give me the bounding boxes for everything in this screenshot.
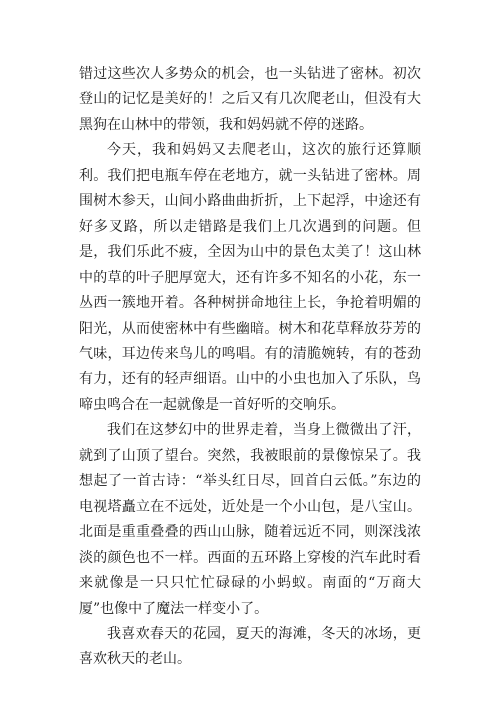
paragraph-4: 我喜欢春天的花园，夏天的海滩，冬天的冰场，更喜欢秋天的老山。: [79, 625, 421, 668]
paragraph-1: 错过这些次人多势众的机会，也一头钻进了密林。初次登山的记忆是美好的！之后又有几次爬老山，但没有大黑狗在山林中的带领，我和妈妈就不停的迷路。: [79, 66, 421, 133]
paragraph-2: 今天，我和妈妈又去爬老山，这次的旅行还算顺利。我们把电瓶车停在老地方，就一头钻进了密林。周围树木参天，山间小路曲曲折折，上下起浮，中途还有好多叉路，所以走错路是我们上几次遇到的问题。但是，我们乐此不疲，全因为山中的景色太美了！这山林中的草的叶子肥厚宽大，还有许多不知名的小花，东一丛西一簇地开着。各种树拼命地往上长，争抢着明媚的阳光，从而使密林中有些幽暗。树木和花草释放芬芳的气味，耳边传来鸟儿的鸣唱。有的清脆婉转，有的苍劲有力，还有的轻声细语。山中的小虫也加入了乐队，鸟啼虫鸣合在一起就像是一首好听的交响乐。: [79, 142, 421, 413]
article-body: [79, 62, 421, 673]
paragraph-3: 我们在这梦幻中的世界走着，当身上微微出了汗，就到了山顶了望台。突然，我被眼前的景像惊呆了。我想起了一首古诗：“举头红日尽，回首白云低。”东边的电视塔矗立在不远处，近处是一个小山包，是八宝山。北面是重重叠叠的西山山脉，随着远近不同，则深浅浓淡的颜色也不一样。西面的五环路上穿梭的汽车此时看来就像是一只只忙忙碌碌的小蚂蚁。南面的“万商大厦”也像中了魔法一样变小了。: [79, 422, 421, 617]
